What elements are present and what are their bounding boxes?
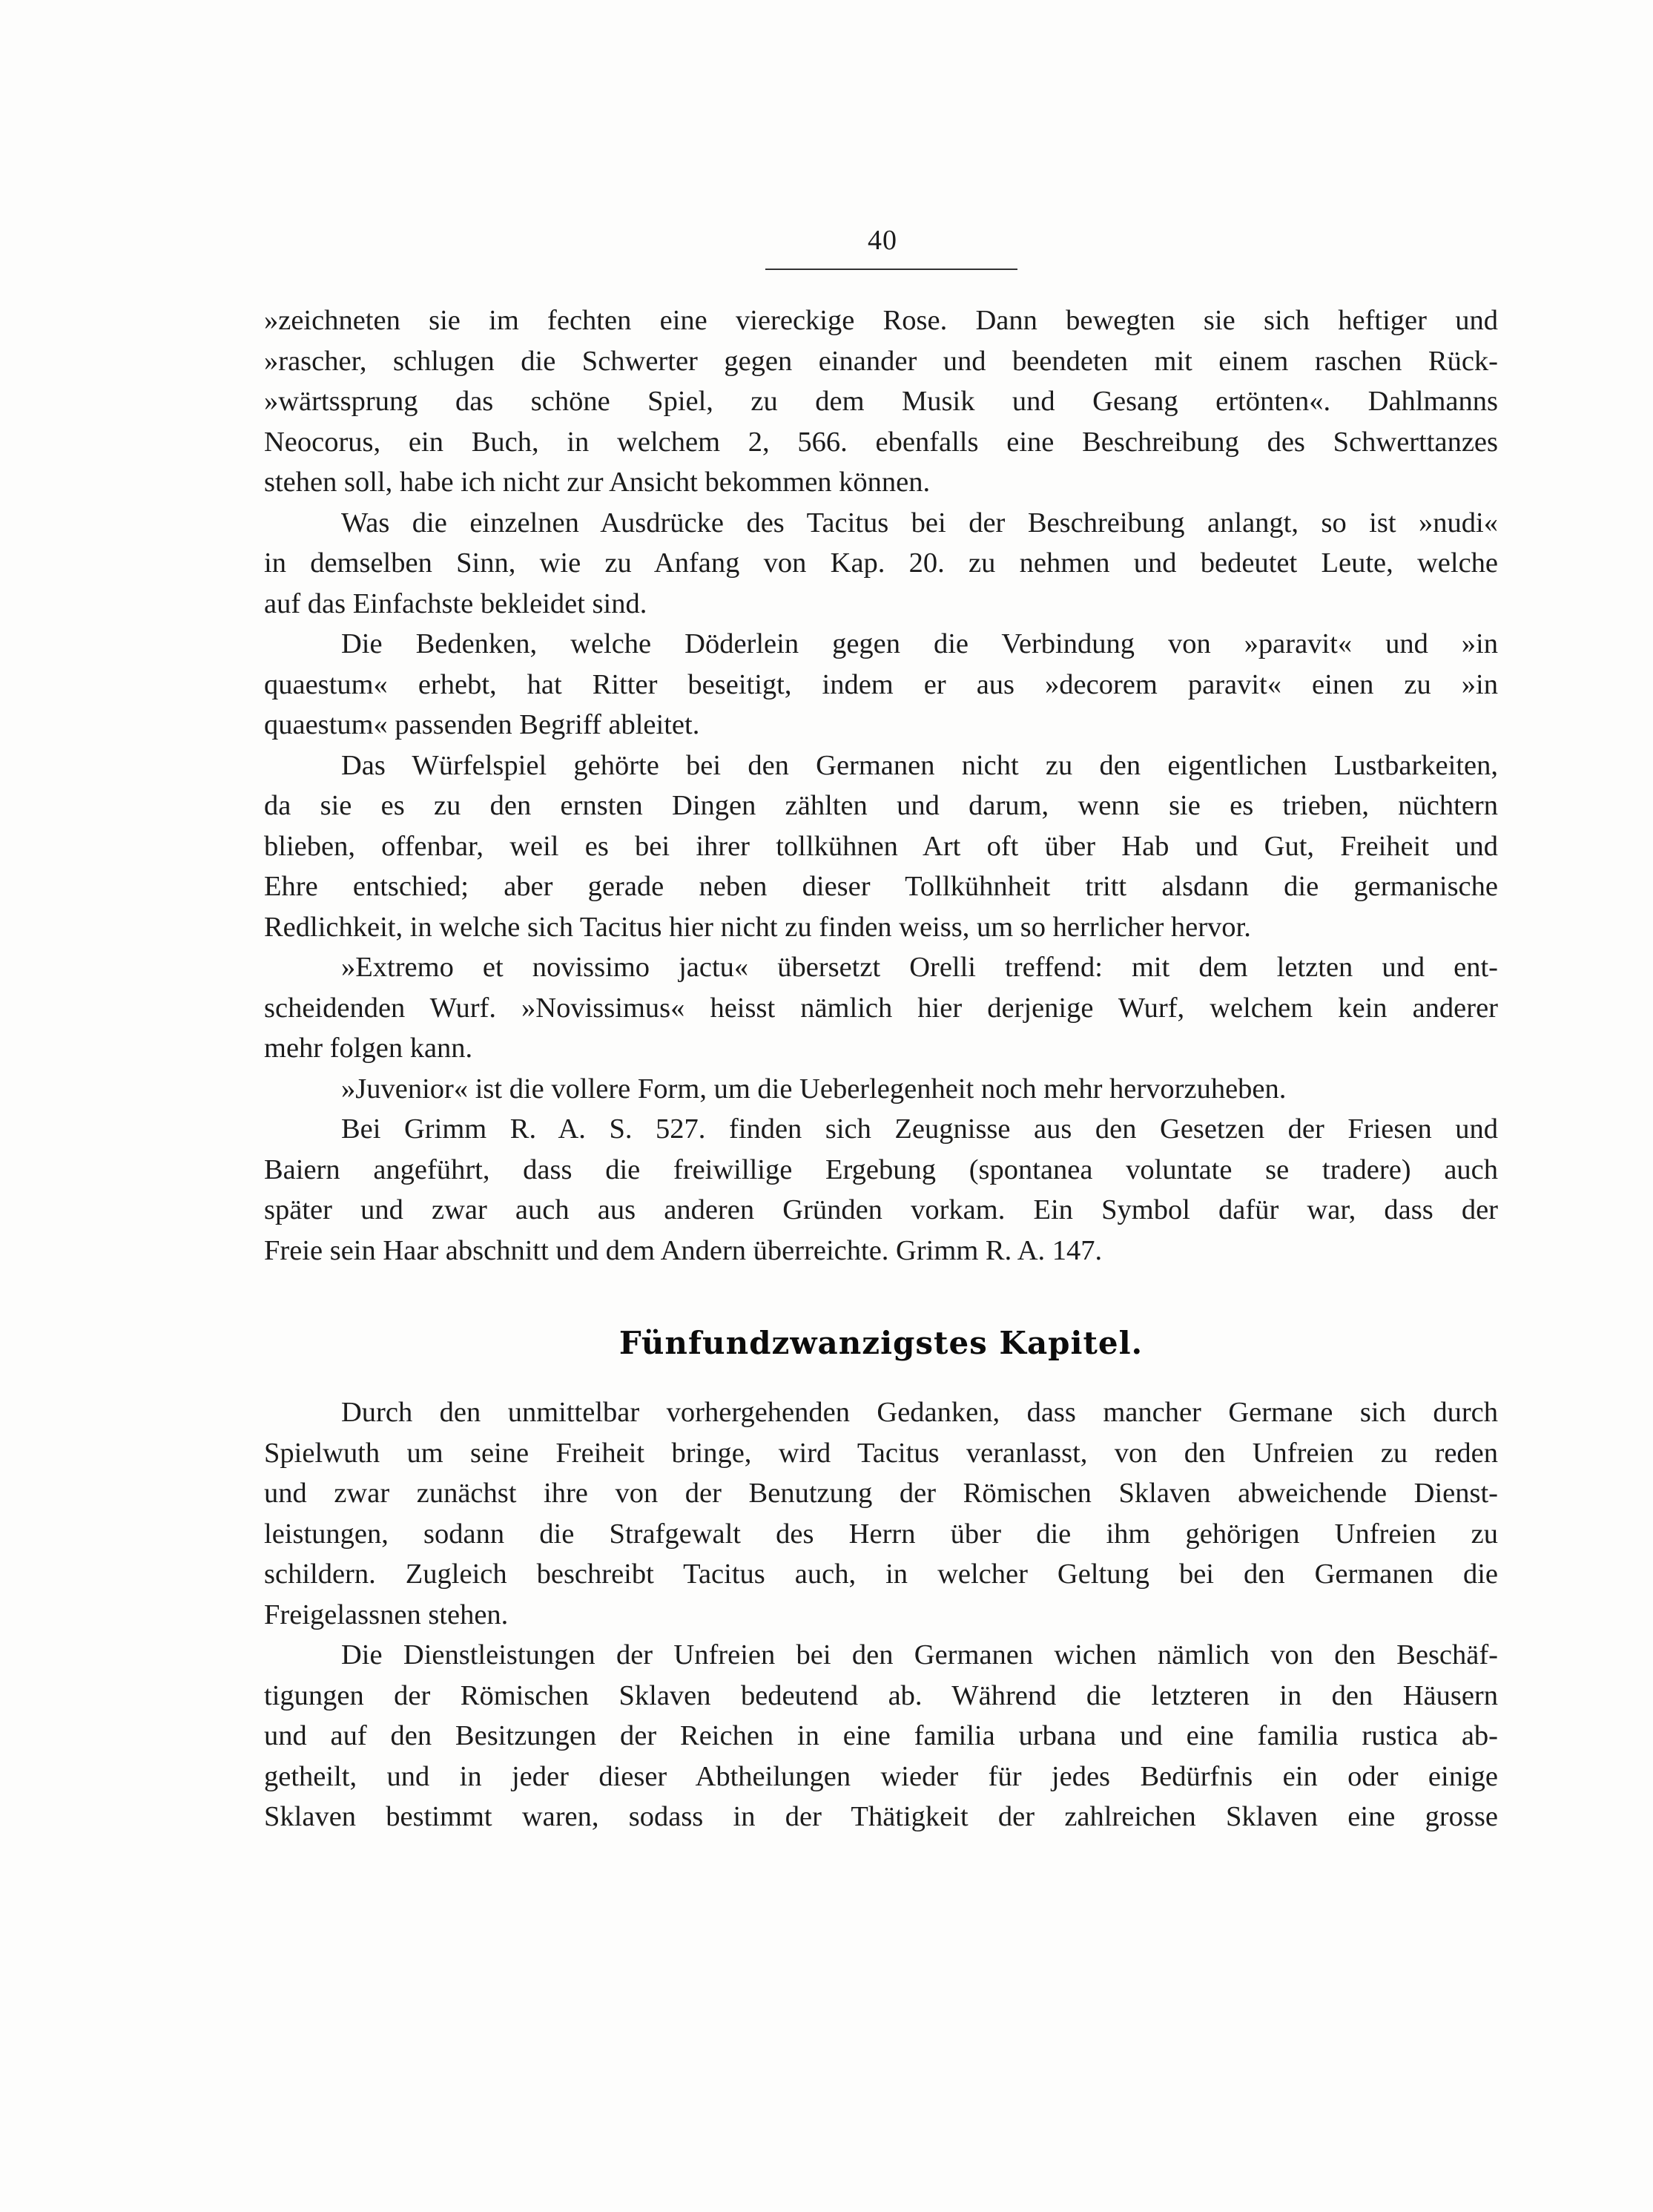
text-line: Was die einzelnen Ausdrücke des Tacitus bei der Beschreibung anlangt, so ist »nudi« — [341, 507, 1498, 539]
text-block-top — [264, 300, 1498, 1271]
text-line: auf das Einfachste bekleidet sind. — [264, 587, 647, 619]
text-line: blieben, offenbar, weil es bei ihrer tollkühnen Art oft über Hab und Gut, Freiheit und — [264, 830, 1498, 862]
text-line: und auf den Besitzungen der Reichen in eine familia urbana und eine familia rustica ab- — [264, 1720, 1498, 1751]
text-line: Freigelassnen stehen. — [264, 1599, 509, 1630]
text-line: stehen soll, habe ich nicht zur Ansicht bekommen können. — [264, 467, 931, 498]
page-number: 40 — [868, 225, 897, 256]
text-line: Baiern angeführt, dass die freiwillige Ergebung (spontanea voluntate se tradere) auch — [264, 1153, 1498, 1185]
text-line: später und zwar auch aus anderen Gründen vorkam. Ein Symbol dafür war, dass der — [264, 1194, 1498, 1225]
text-line: Redlichkeit, in welche sich Tacitus hier nicht zu finden weiss, um so herrlicher hervor. — [264, 911, 1251, 943]
text-line: »wärtssprung das schöne Spiel, zu dem Musik und Gesang ertönten«. Dahlmanns — [264, 386, 1498, 417]
header-rule — [765, 269, 1017, 270]
text-line: Freie sein Haar abschnitt und dem Andern überreichte. Grimm R. A. 147. — [264, 1234, 1103, 1266]
text-line: da sie es zu den ernsten Dingen zählten und darum, wenn sie es trieben, nüchtern — [264, 790, 1498, 821]
text-line: quaestum« passenden Begriff ableitet. — [264, 709, 700, 740]
text-line: »rascher, schlugen die Schwerter gegen einander und beendeten mit einem raschen Rück- — [264, 345, 1498, 377]
text-line: Bei Grimm R. A. S. 527. finden sich Zeugnisse aus den Gesetzen der Friesen und — [341, 1113, 1498, 1145]
text-line: Die Dienstleistungen der Unfreien bei den Germanen wichen nämlich von den Beschäf- — [341, 1639, 1498, 1670]
text-line: »Juvenior« ist die vollere Form, um die Ueberlegenheit noch mehr hervorzuheben. — [341, 1073, 1287, 1105]
text-line: quaestum« erhebt, hat Ritter beseitigt, indem er aus »decorem paravit« einen zu »in — [264, 668, 1498, 700]
text-line: Sklaven bestimmt waren, sodass in der Thätigkeit der zahlreichen Sklaven eine grosse — [264, 1801, 1498, 1832]
chapter-title: Fünfundzwanzigstes Kapitel. — [618, 1325, 1144, 1361]
text-line: »zeichneten sie im fechten eine viereckige Rose. Dann bewegten sie sich heftiger und — [264, 305, 1498, 336]
text-line: schildern. Zugleich beschreibt Tacitus auch, in welcher Geltung bei den Germanen die — [264, 1558, 1498, 1590]
text-line: getheilt, und in jeder dieser Abtheilungen wieder für jedes Bedürfnis ein oder einige — [264, 1760, 1498, 1792]
text-line: Neocorus, ein Buch, in welchem 2, 566. ebenfalls eine Beschreibung des Schwerttanzes — [264, 426, 1498, 458]
text-line: und zwar zunächst ihre von der Benutzung der Römischen Sklaven abweichende Dienst- — [264, 1478, 1498, 1509]
text-line: Spielwuth um seine Freiheit bringe, wird Tacitus veranlasst, von den Unfreien zu reden — [264, 1437, 1498, 1469]
text-line: »Extremo et novissimo jactu« übersetzt Orelli treffend: mit dem letzten und ent- — [341, 952, 1498, 983]
text-line: Durch den unmittelbar vorhergehenden Gedanken, dass mancher Germane sich durch — [341, 1397, 1498, 1428]
text-line: Das Würfelspiel gehörte bei den Germanen nicht zu den eigentlichen Lustbarkeiten, — [341, 749, 1498, 781]
text-line: in demselben Sinn, wie zu Anfang von Kap. 20. zu nehmen und bedeutet Leute, welche — [264, 547, 1498, 579]
text-line: Ehre entschied; aber gerade neben dieser Tollkühnheit tritt alsdann die germanische — [264, 871, 1498, 902]
text-line: Die Bedenken, welche Döderlein gegen die Verbindung von »paravit« und »in — [341, 628, 1498, 659]
text-line: scheidenden Wurf. »Novissimus« heisst nämlich hier derjenige Wurf, welchem kein anderer — [264, 992, 1498, 1024]
text-line: leistungen, sodann die Strafgewalt des Herrn über die ihm gehörigen Unfreien zu — [264, 1518, 1498, 1550]
text-block-bottom — [264, 1392, 1498, 1837]
text-line: mehr folgen kann. — [264, 1033, 473, 1064]
text-line: tigungen der Römischen Sklaven bedeutend ab. Während die letzteren in den Häusern — [264, 1679, 1498, 1711]
